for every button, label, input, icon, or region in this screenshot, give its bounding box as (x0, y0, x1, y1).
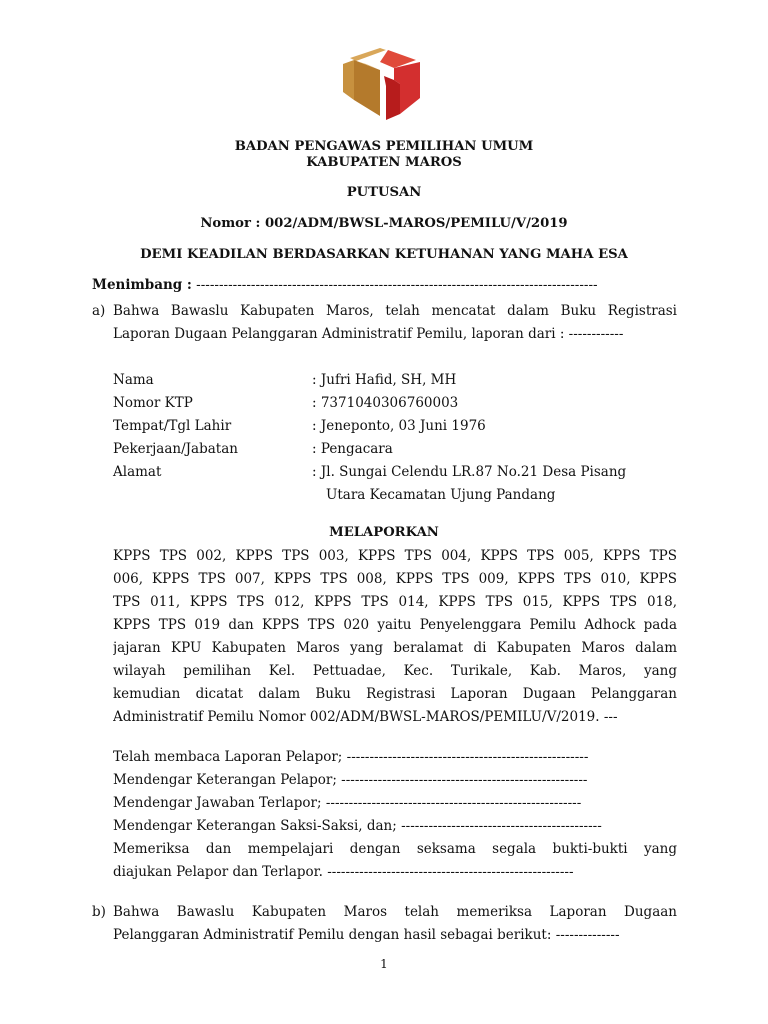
item-a-line: Bahwa Bawaslu Kabupaten Maros, telah mencatat dalam Buku Registrasi (113, 303, 677, 319)
field-label-birth: Tempat/Tgl Lahir (113, 418, 232, 434)
melaporkan-line: jajaran KPU Kabupaten Maros yang beralamat di Kabupaten Maros dalam (113, 640, 677, 656)
field-label-ktp: Nomor KTP (113, 395, 193, 411)
procedure-line: Mendengar Jawaban Terlapor; -------------------------------------------------------- (113, 795, 582, 811)
procedure-line: Memeriksa dan mempelajari dengan seksama segala bukti-bukti yang (113, 841, 677, 857)
melaporkan-line: kemudian dicatat dalam Buku Registrasi Laporan Dugaan Pelanggaran (113, 686, 677, 702)
procedure-line: diajukan Pelapor dan Terlapor. ------------------------------------------------------ (113, 864, 574, 880)
melaporkan-line: wilayah pemilihan Kel. Pettuadae, Kec. Turikale, Kab. Maros, yang (113, 663, 677, 679)
field-value-birth: : Jeneponto, 03 Juni 1976 (312, 418, 486, 434)
melaporkan-line: Administratif Pemilu Nomor 002/ADM/BWSL-MAROS/PEMILU/V/2019. --- (113, 709, 618, 725)
field-value-address: : Jl. Sungai Celendu LR.87 No.21 Desa Pisang (312, 464, 627, 480)
procedure-line: Mendengar Keterangan Pelapor; ------------------------------------------------------ (113, 772, 588, 788)
region-name: KABUPATEN MAROS (306, 155, 462, 170)
field-value-nama: : Jufri Hafid, SH, MH (312, 372, 457, 388)
procedure-line: Mendengar Keterangan Saksi-Saksi, dan; -------------------------------------------- (113, 818, 602, 834)
logo-red-box (380, 50, 420, 120)
menimbang-line (92, 277, 682, 293)
procedure-line: Telah membaca Laporan Pelapor; ----------------------------------------------------- (113, 749, 589, 765)
field-value-occupation: : Pengacara (312, 441, 393, 457)
melaporkan-line: KPPS TPS 019 dan KPPS TPS 020 yaitu Penyelenggara Pemilu Adhock pada (113, 617, 677, 633)
item-b-marker: b) (92, 904, 106, 920)
melaporkan-line: KPPS TPS 002, KPPS TPS 003, KPPS TPS 004, KPPS TPS 005, KPPS TPS (113, 548, 677, 564)
item-b-line: Pelanggaran Administratif Pemilu dengan hasil sebagai berikut: -------------- (113, 927, 620, 943)
logo-gold-box (343, 48, 386, 116)
menimbang-dashes: ---------------------------------------------------------------------------------------- (191, 277, 598, 293)
melaporkan-line: TPS 011, KPPS TPS 012, KPPS TPS 014, KPPS TPS 015, KPPS TPS 018, (113, 594, 677, 610)
field-value-address-cont: Utara Kecamatan Ujung Pandang (326, 487, 556, 503)
decision-number: Nomor : 002/ADM/BWSL-MAROS/PEMILU/V/2019 (200, 216, 568, 231)
document-type: PUTUSAN (346, 185, 422, 200)
field-value-ktp: : 7371040306760003 (312, 395, 459, 411)
page-number: 1 (380, 957, 388, 971)
motto: DEMI KEADILAN BERDASARKAN KETUHANAN YANG MAHA ESA (140, 247, 628, 262)
agency-name: BADAN PENGAWAS PEMILIHAN UMUM (234, 139, 534, 154)
bawaslu-logo (340, 40, 426, 122)
item-b-line: Bahwa Bawaslu Kabupaten Maros telah memeriksa Laporan Dugaan (113, 904, 677, 920)
field-label-nama: Nama (113, 372, 154, 388)
melaporkan-line: 006, KPPS TPS 007, KPPS TPS 008, KPPS TPS 009, KPPS TPS 010, KPPS (113, 571, 677, 587)
field-label-occupation: Pekerjaan/Jabatan (113, 441, 238, 457)
menimbang-label: Menimbang : (92, 277, 192, 293)
item-a-line: Laporan Dugaan Pelanggaran Administratif Pemilu, laporan dari : ------------ (113, 326, 624, 342)
item-a-marker: a) (92, 303, 106, 319)
melaporkan-title: MELAPORKAN (329, 525, 439, 540)
field-label-address: Alamat (113, 464, 162, 480)
